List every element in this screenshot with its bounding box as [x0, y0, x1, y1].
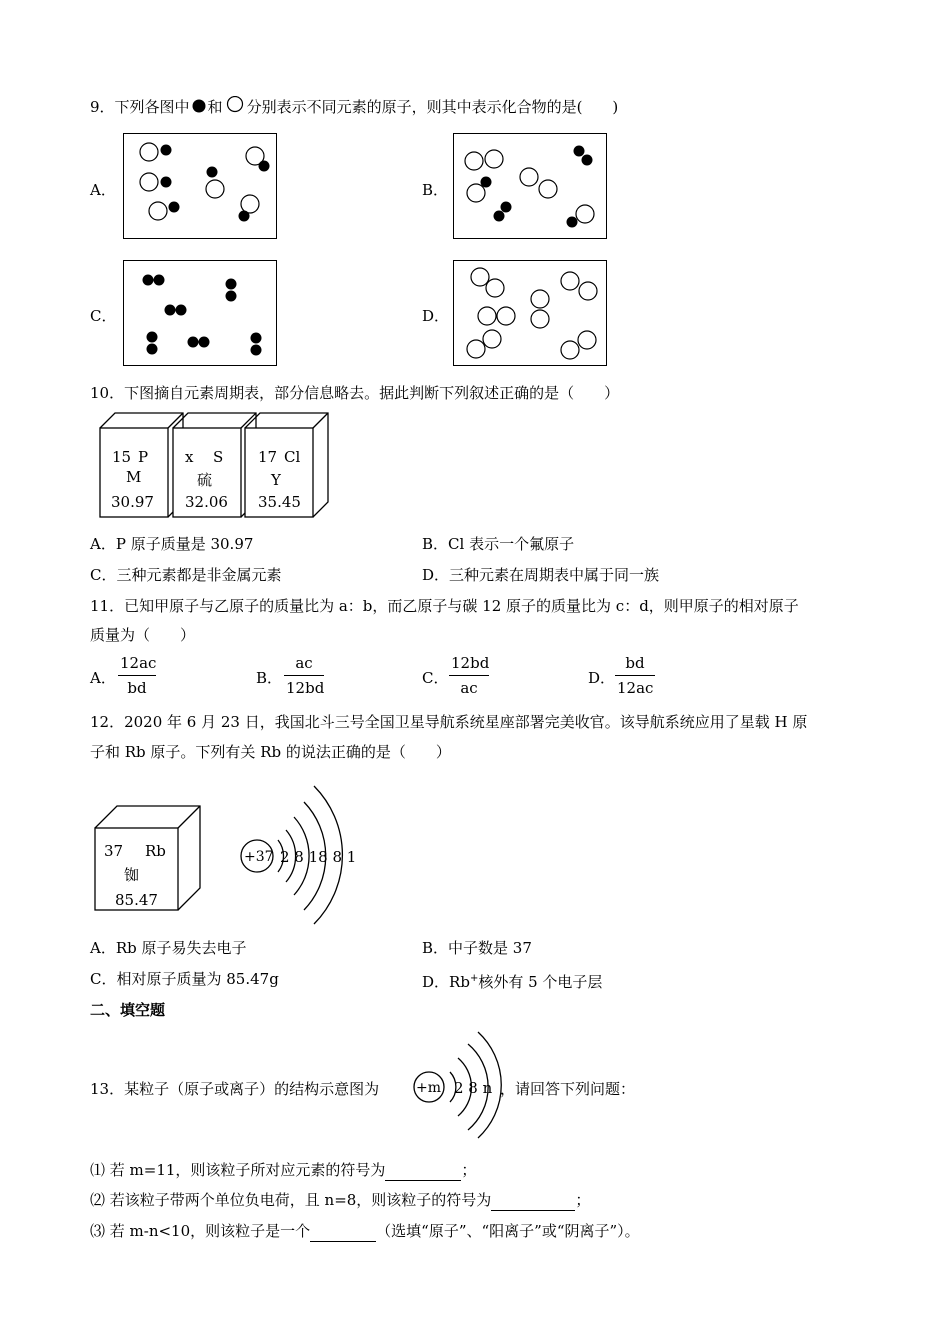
q9-option-d-diagram [453, 260, 607, 366]
q11-c-fraction-bar [449, 675, 489, 676]
q11-b-numerator: ac [295, 654, 313, 672]
q12-option-d-superscript: + [469, 973, 479, 984]
q10-option-c: C．三种元素都是非金属元素 [90, 566, 282, 584]
q11-a-numerator: 12ac [120, 654, 157, 672]
q13-part3 [90, 1221, 640, 1242]
q10-stem: 10．下图摘自元素周期表，部分信息略去。据此判断下列叙述正确的是（ ） [90, 384, 620, 402]
q12-card-num: 37 [104, 842, 124, 860]
q12-card-name: 铷 [124, 866, 140, 884]
q10-card1-sym: P [138, 448, 149, 466]
q12-option-d [422, 969, 602, 992]
q10-card2-name: 硫 [197, 471, 213, 489]
q13-part1-text: ⑴ 若 m=11，则该粒子所对应元素的符号为 [90, 1161, 386, 1179]
q10-card1-mass: 30.97 [111, 493, 154, 511]
q10-periodic-cards [98, 411, 338, 523]
q13-part2-end: ； [575, 1191, 591, 1209]
q10-option-b: B．Cl 表示一个氟原子 [422, 535, 575, 553]
q12-option-d-pre: D．Rb [422, 973, 470, 991]
q12-option-d-post: 核外有 5 个电子层 [478, 973, 603, 991]
q11-d-denominator: 12ac [617, 679, 654, 697]
q13-stem-pre: 13．某粒子（原子或离子）的结构示意图为 [90, 1080, 380, 1098]
q12-rb-atom-structure [236, 782, 356, 927]
q12-electron-shells: 2 8 18 8 1 [280, 848, 356, 866]
q9-option-b-label: B． [422, 181, 449, 199]
q11-stem-line2: 质量为（ ） [90, 626, 196, 644]
q9-c-molecules [124, 261, 276, 365]
q11-option-d-fraction [615, 653, 655, 698]
q12-atom-svg [236, 782, 356, 927]
q12-nucleus-label: +37 [244, 849, 274, 865]
q9-a-molecules [124, 134, 276, 238]
q13-electron-shells: 2 8 n [454, 1079, 493, 1097]
q9-stem-and: 和 [207, 98, 223, 116]
q12-stem-line1: 12．2020 年 6 月 23 日，我国北斗三号全国卫星导航系统星座部署完美收官。该导航系统应用了星载 H 原 [90, 713, 808, 731]
q10-card3-sym: Cl [284, 448, 301, 466]
q9-stem-pre: 9．下列各图中 [90, 98, 190, 116]
q10-card3-name: Y [271, 471, 281, 489]
q11-b-denominator: 12bd [286, 679, 325, 697]
q10-card3-mass: 35.45 [258, 493, 301, 511]
q11-option-b-label: B． [256, 669, 283, 687]
q10-option-d: D．三种元素在周期表中属于同一族 [422, 566, 660, 584]
q12-option-b: B．中子数是 37 [422, 939, 532, 957]
q13-nucleus-label: +m [416, 1080, 442, 1096]
q13-part3-text: ⑶ 若 m-n<10，则该粒子是一个 [90, 1222, 311, 1240]
q11-stem-line1: 11．已知甲原子与乙原子的质量比为 a：b，而乙原子与碳 12 原子的质量比为 c：d，则甲原子的相对原子 [90, 597, 799, 615]
q9-b-molecules [454, 134, 606, 238]
q12-option-a: A．Rb 原子易失去电子 [90, 939, 247, 957]
q12-card-sym: Rb [145, 842, 166, 860]
q13-part1 [90, 1160, 476, 1181]
q13-atom-structure [408, 1030, 503, 1140]
q13-part2-answer-blank[interactable] [491, 1190, 575, 1211]
q11-option-b-fraction [284, 653, 324, 698]
q11-a-denominator: bd [127, 679, 147, 697]
q11-option-a-fraction [118, 653, 156, 698]
q10-card1-num: 15 [112, 448, 132, 466]
black-atom-icon [191, 98, 207, 114]
q10-periodic-cards-svg [98, 411, 338, 523]
q10-card2-mass: 32.06 [185, 493, 228, 511]
q9-option-a-label: A． [90, 181, 116, 199]
q10-card3-num: 17 [258, 448, 278, 466]
q10-card2-num: x [185, 448, 194, 466]
q10-option-a: A．P 原子质量是 30.97 [90, 535, 254, 553]
q12-stem-line2: 子和 Rb 原子。下列有关 Rb 的说法正确的是（ ） [90, 743, 451, 761]
q9-d-molecules [454, 261, 606, 365]
q11-a-fraction-bar [118, 675, 156, 676]
q13-part3-end: （选填“原子”、“阳离子”或“阴离子”）。 [376, 1222, 640, 1240]
q11-option-c-label: C． [422, 669, 449, 687]
q13-part1-answer-blank[interactable] [385, 1160, 461, 1181]
q13-part3-answer-blank[interactable] [310, 1221, 376, 1242]
q13-part1-end: ； [461, 1161, 477, 1179]
q11-option-c-fraction [449, 653, 489, 698]
q9-option-b-diagram [453, 133, 607, 239]
q11-option-d-label: D． [588, 669, 616, 687]
q13-part2 [90, 1190, 590, 1211]
q11-d-fraction-bar [615, 675, 655, 676]
q12-rb-card-svg [93, 804, 208, 914]
q11-b-fraction-bar [284, 675, 324, 676]
q11-c-numerator: 12bd [451, 654, 490, 672]
q10-card1-name: M [126, 468, 142, 486]
q9-stem-post: 分别表示不同元素的原子，则其中表示化合物的是( ) [246, 98, 619, 116]
q12-card-mass: 85.47 [115, 891, 158, 909]
q9-option-a-diagram [123, 133, 277, 239]
q11-option-a-label: A． [90, 669, 116, 687]
q13-atom-svg [408, 1030, 503, 1140]
white-atom-icon [225, 96, 245, 114]
q13-stem-post: ，请回答下列问题： [500, 1080, 636, 1098]
q11-c-denominator: ac [460, 679, 478, 697]
q11-d-numerator: bd [625, 654, 645, 672]
q12-option-c: C．相对原子质量为 85.47g [90, 970, 279, 988]
q13-part2-text: ⑵ 若该粒子带两个单位负电荷，且 n=8，则该粒子的符号为 [90, 1191, 492, 1209]
q12-rb-card [93, 804, 208, 914]
section-heading-fill-in: 二、填空题 [90, 1001, 166, 1019]
q9-stem [90, 96, 618, 117]
q9-option-c-diagram [123, 260, 277, 366]
q9-option-c-label: C． [90, 307, 117, 325]
q10-card2-sym: S [213, 448, 224, 466]
q9-option-d-label: D． [422, 307, 450, 325]
